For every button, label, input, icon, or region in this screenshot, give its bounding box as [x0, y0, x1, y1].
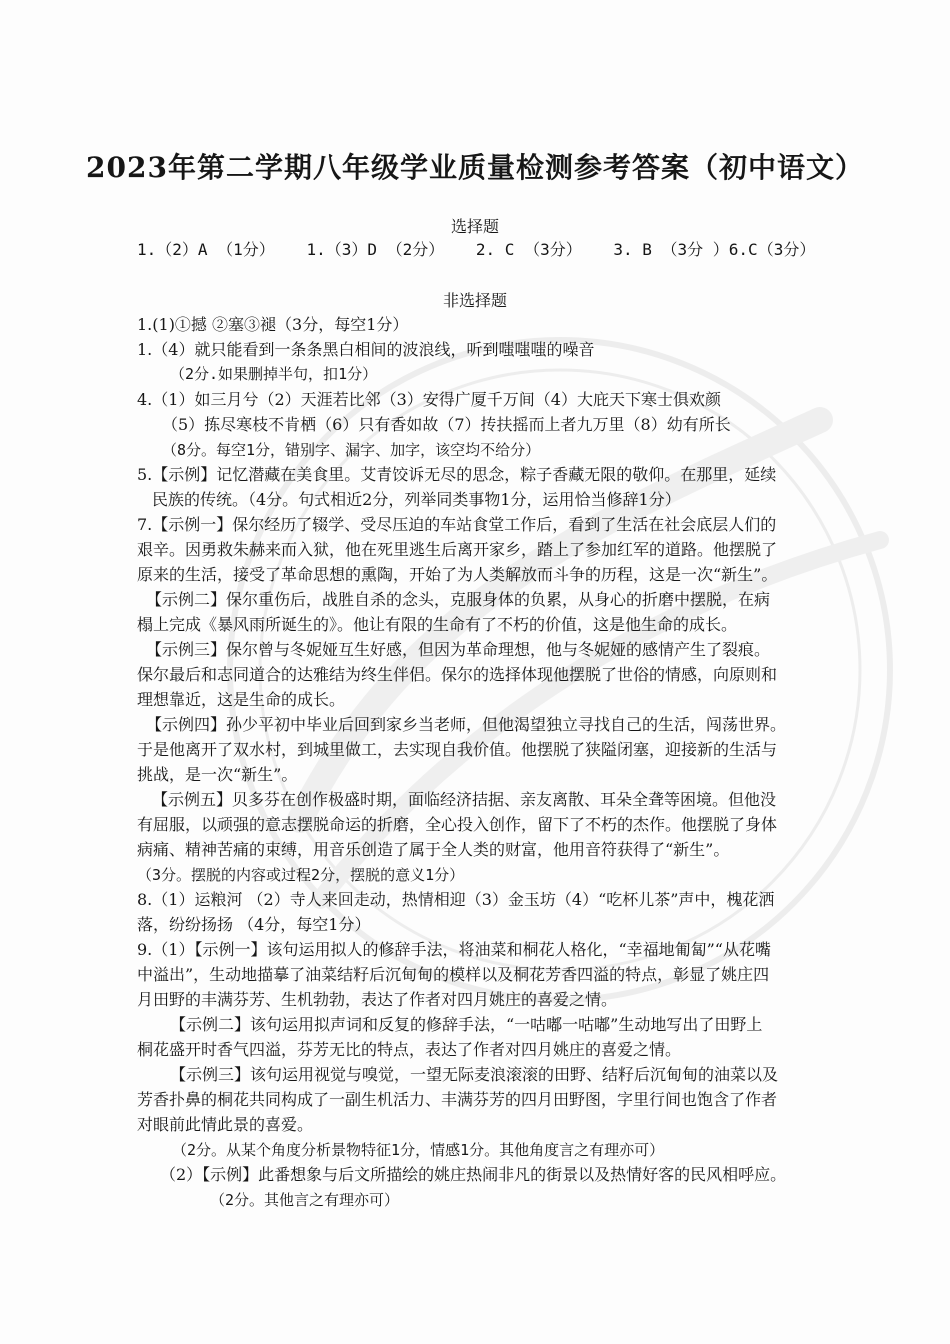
answer-line: 【示例四】孙少平初中毕业后回到家乡当老师，但他渴望独立寻找自己的生活，闯荡世界。	[146, 715, 787, 734]
answer-line: 【示例二】保尔重伤后，战胜自杀的念头，克服身体的负累，从身心的折磨中摆脱，在病	[146, 590, 771, 609]
answer-line: 中溢出”，生动地描摹了油菜结籽后沉甸甸的模样以及桐花芳香四溢的特点，彰显了姚庄四	[137, 965, 770, 984]
answer-line: 落，纷纷扬扬 （4分，每空1分）	[137, 915, 371, 934]
answer-line: 原来的生活，接受了革命思想的熏陶，开始了为人类解放而斗争的历程，这是一次“新生”。	[137, 565, 778, 584]
answer-line: （5）拣尽寒枝不肯栖（6）只有香如故（7）抟扶摇而上者九万里（8）幼有所长	[162, 415, 731, 434]
answer-line: 5.【示例】记忆潜藏在美食里。艾青饺诉无尽的思念，粽子香藏无限的敬仰。在那里，延续	[137, 465, 777, 484]
answer-line: 有屈服，以顽强的意志摆脱命运的折磨，全心投入创作，留下了不朽的杰作。他摆脱了身体	[137, 815, 778, 834]
answer-line: 【示例二】该句运用拟声词和反复的修辞手法，“一咕嘟一咕嘟”生动地写出了田野上	[170, 1015, 763, 1034]
choice-section-heading: 选择题	[450, 217, 499, 236]
answer-line: 1.（4）就只能看到一条条黑白相间的波浪线，听到嗤嗤嗤的噪音	[137, 340, 595, 359]
answer-line: 民族的传统。（4分。句式相近2分，列举同类事物1分，运用恰当修辞1分）	[152, 490, 681, 509]
scoring-note: （2分。其他言之有理亦可）	[210, 1191, 400, 1209]
choice-answer: 2. C （3分）	[475, 240, 582, 259]
answer-line: 榻上完成《暴风雨所诞生的》。他让有限的生命有了不朽的价值，这是他生命的成长。	[137, 615, 738, 634]
scoring-note: （2分.如果删掉半句，扣1分）	[170, 365, 378, 383]
choice-answers-row	[137, 237, 837, 260]
nonchoice-section-heading: 非选择题	[442, 291, 507, 310]
answer-line: 9.（1）【示例一】该句运用拟人的修辞手法，将油菜和桐花人格化，“幸福地匍匐”“从花嘴	[137, 940, 771, 959]
answer-line: 【示例五】贝多芬在创作极盛时期，面临经济拮据、亲友离散、耳朵全聋等困境。但他没	[152, 790, 777, 809]
choice-answer: 3. B （3分 ）6.C（3分）	[613, 240, 816, 259]
answer-line: 【示例三】保尔曾与冬妮娅互生好感，但因为革命理想，他与冬妮娅的感情产生了裂痕。	[146, 640, 771, 659]
answer-line: （2）【示例】此番想象与后文所描绘的姚庄热闹非凡的街景以及热情好客的民风相呼应。	[160, 1165, 787, 1184]
answer-line: 艰辛。因勇救朱赫来而入狱，他在死里逃生后离开家乡，踏上了参加红军的道路。他摆脱了	[137, 540, 778, 559]
answer-line: 挑战，是一次“新生”。	[137, 765, 298, 784]
answer-line: 对眼前此情此景的喜爱。	[137, 1115, 314, 1134]
choice-answer: 1.（2）A （1分）	[137, 240, 275, 259]
answer-line: 4.（1）如三月兮（2）天涯若比邻（3）安得广厦千万间（4）大庇天下寒士俱欢颜	[137, 390, 721, 409]
answer-line: 于是他离开了双水村，到城里做工，去实现自我价值。他摆脱了狭隘闭塞，迎接新的生活与	[137, 740, 778, 759]
answer-line: 理想靠近，这是生命的成长。	[137, 690, 346, 709]
scoring-note: （3分。摆脱的内容或过程2分，摆脱的意义1分）	[137, 866, 465, 884]
answer-line: 8.（1）运粮河 （2）寺人来回走动，热情相迎（3）金玉坊（4）“吃杯儿茶”声中，槐花洒	[137, 890, 775, 909]
answer-line: 保尔最后和志同道合的达雅结为终生伴侣。保尔的选择体现他摆脱了世俗的情感，向原则和	[137, 665, 778, 684]
page-title: 2023年第二学期八年级学业质量检测参考答案（初中语文）	[86, 151, 864, 184]
scoring-note: （8分。每空1分，错别字、漏字、加字，该空均不给分）	[162, 441, 541, 459]
answer-line: 7.【示例一】保尔经历了辍学、受尽压迫的车站食堂工作后，看到了生活在社会底层人们的	[137, 515, 777, 534]
answer-line: 【示例三】该句运用视觉与嗅觉，一望无际麦浪滚滚的田野、结籽后沉甸甸的油菜以及	[170, 1065, 779, 1084]
answer-line: 1.(1)①撼 ②塞③褪（3分，每空1分）	[137, 315, 409, 334]
answer-line: 病痛、精神苦痛的束缚，用音乐创造了属于全人类的财富，他用音符获得了“新生”。	[137, 840, 730, 859]
answer-line: 芳香扑鼻的桐花共同构成了一副生机活力、丰满芬芳的四月田野图，字里行间也饱含了作者	[137, 1090, 778, 1109]
scoring-note: （2分。从某个角度分析景物特征1分，情感1分。其他角度言之有理亦可）	[172, 1141, 665, 1159]
answer-line: 桐花盛开时香气四溢，芬芳无比的特点，表达了作者对四月姚庄的喜爱之情。	[137, 1040, 682, 1059]
answer-line: 月田野的丰满芬芳、生机勃勃，表达了作者对四月姚庄的喜爱之情。	[137, 990, 618, 1009]
choice-answer: 1.（3）D （2分）	[306, 240, 445, 259]
